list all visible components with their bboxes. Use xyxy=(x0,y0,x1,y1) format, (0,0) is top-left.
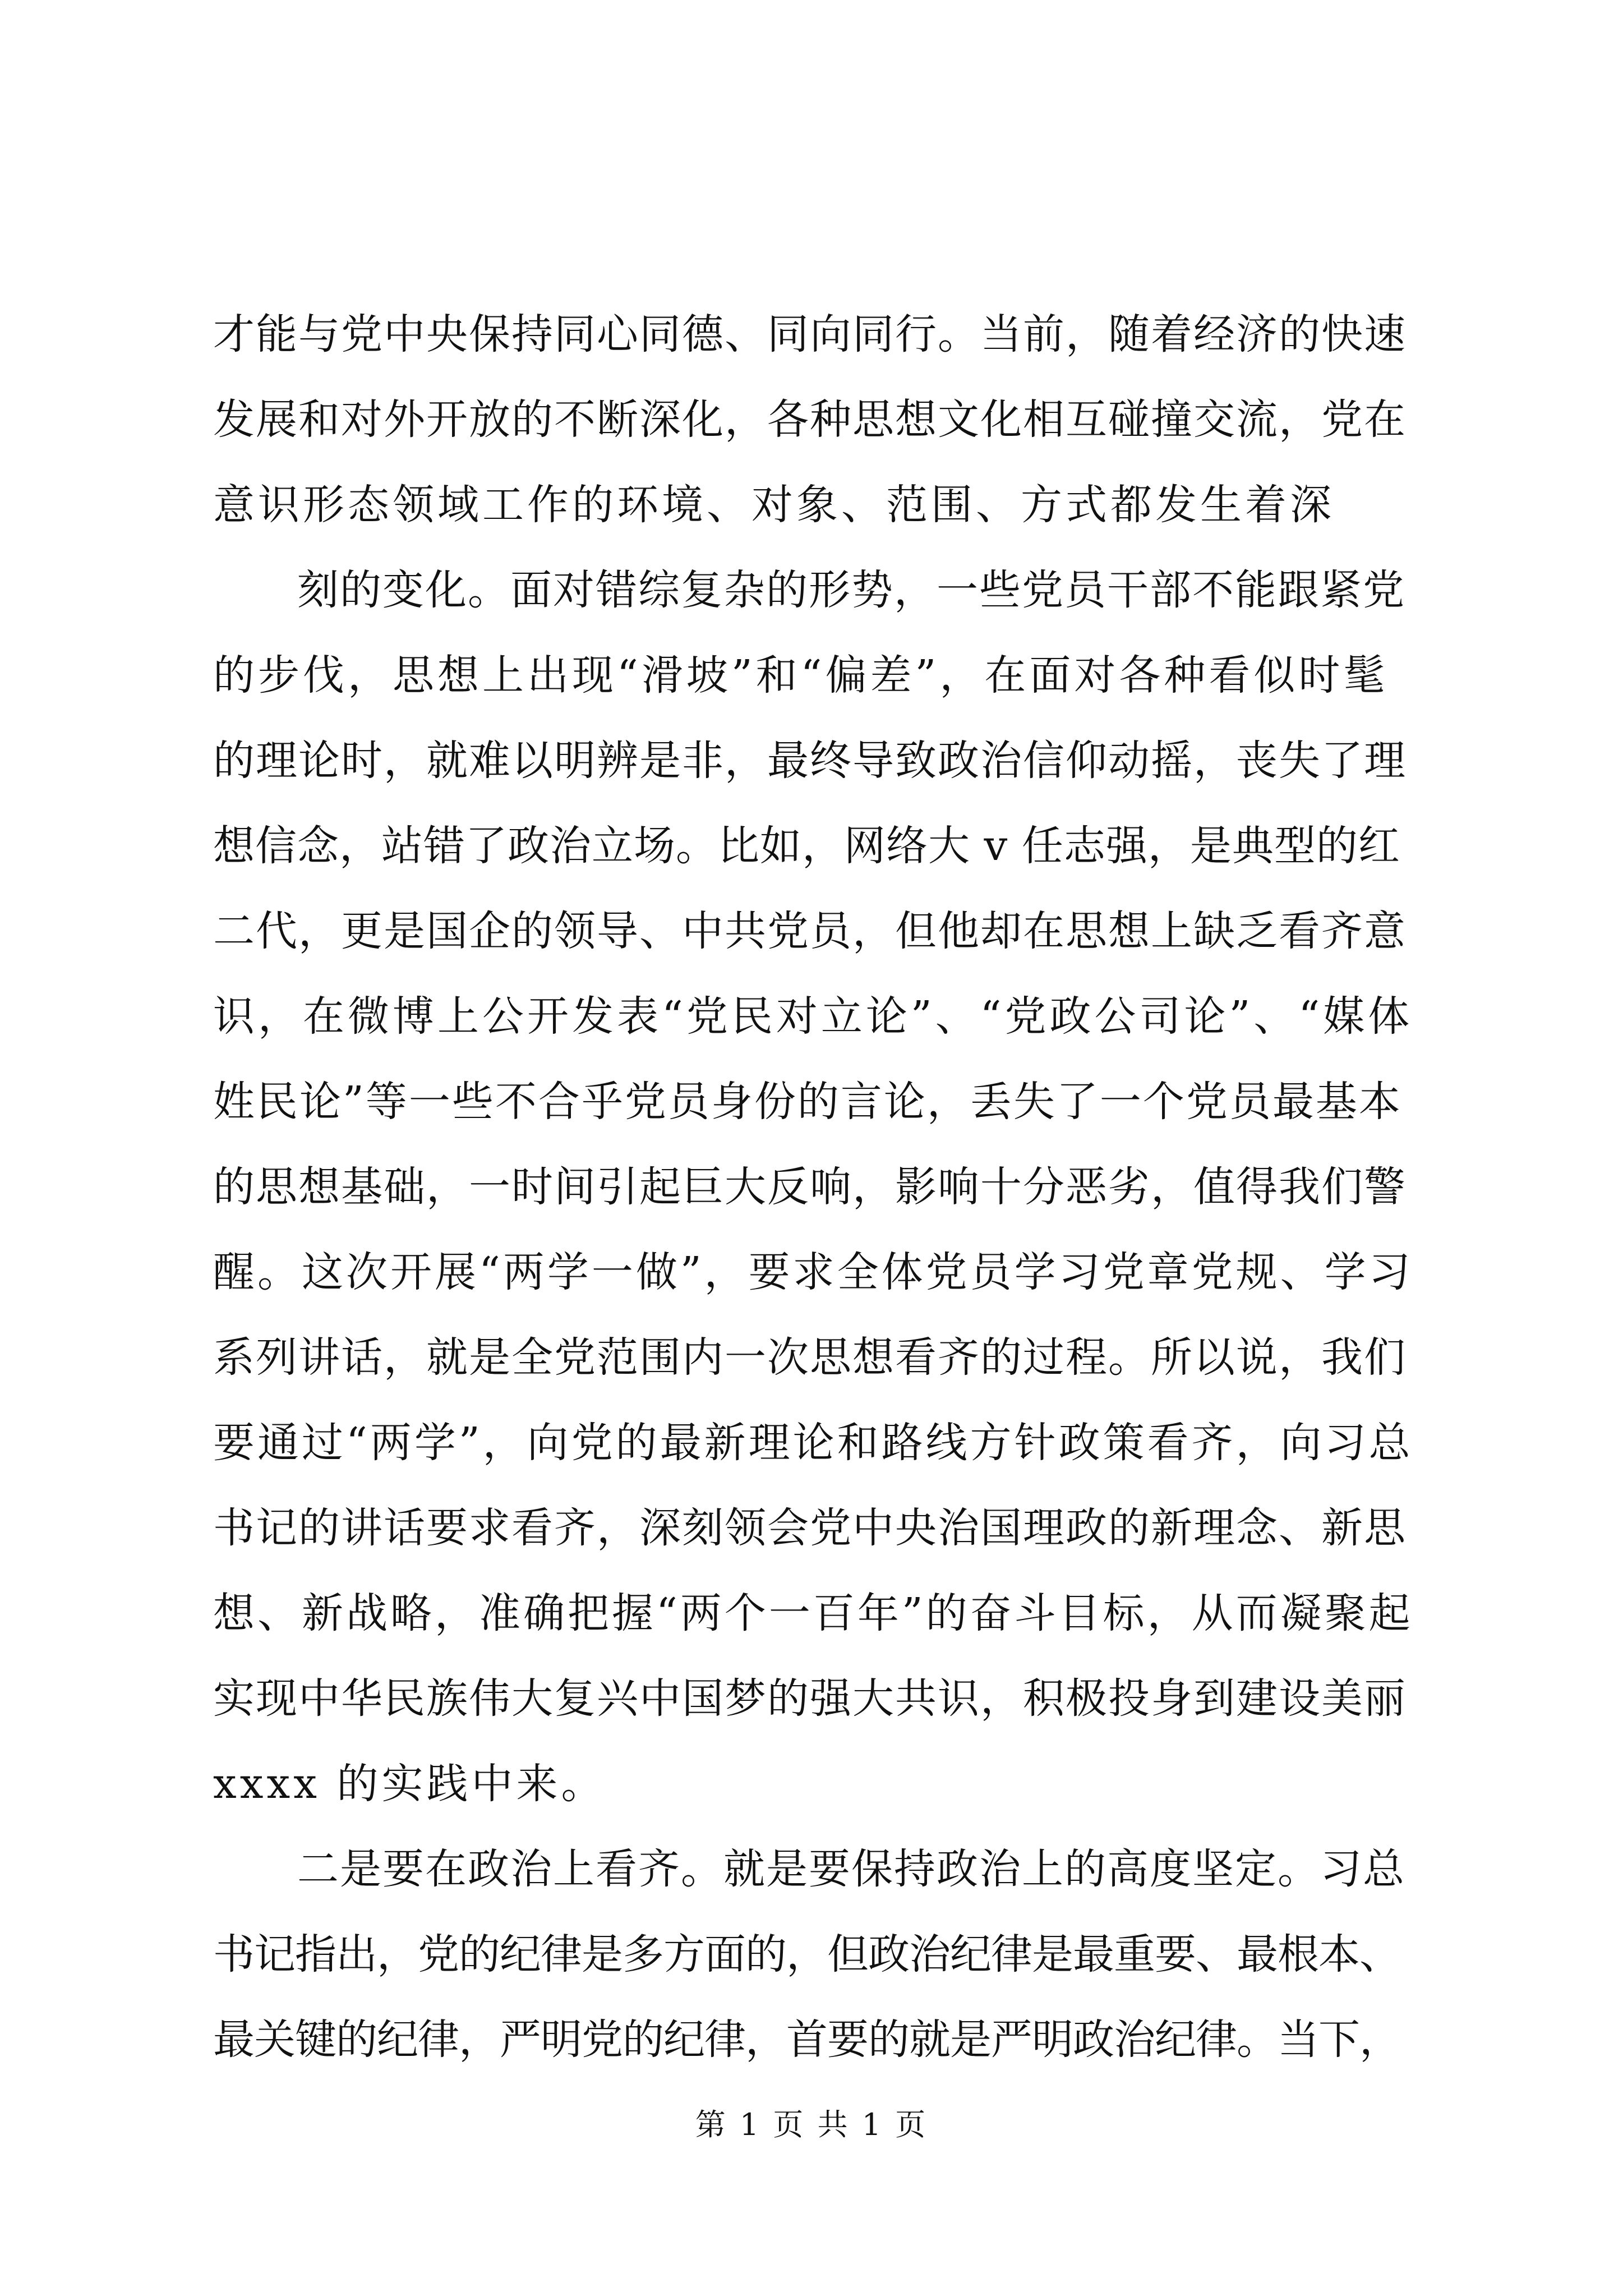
text-line: 的步伐，思想上出现“滑坡”和“偏差”，在面对各种看似时髦 xyxy=(213,651,1389,700)
text-line: 要通过“两学”，向党的最新理论和路线方针政策看齐，向习总 xyxy=(213,1419,1413,1467)
text-line: 姓民论”等一些不合乎党员身份的言论，丢失了一个党员最基本 xyxy=(213,1078,1402,1126)
paragraph-1 xyxy=(213,292,1413,547)
text-line: 实现中华民族伟大复兴中国梦的强大共识，积极投身到建设美丽 xyxy=(213,1674,1407,1723)
paragraph-2 xyxy=(213,547,1413,1826)
text-line: 系列讲话，就是全党范围内一次思想看齐的过程。所以说，我们 xyxy=(213,1333,1407,1382)
document-body xyxy=(213,292,1413,2082)
text-line: 最关键的纪律，严明党的纪律，首要的就是严明政治纪律。当下， xyxy=(213,2016,1400,2064)
paragraph-3 xyxy=(213,1826,1413,2082)
text-line: xxxx 的实践中来。 xyxy=(213,1760,606,1808)
text-line: 的思想基础，一时间引起巨大反响，影响十分恶劣，值得我们警 xyxy=(213,1163,1407,1211)
text-line: 发展和对外开放的不断深化，各种思想文化相互碰撞交流，党在 xyxy=(213,395,1407,444)
text-line: 刻的变化。面对错综复杂的形势，一些党员干部不能跟紧党 xyxy=(297,566,1405,614)
text-line: 书记指出，党的纪律是多方面的，但政治纪律是最重要、最根本、 xyxy=(213,1930,1400,1978)
text-line: 想信念，站错了政治立场。比如，网络大 v 任志强，是典型的红 xyxy=(213,822,1400,870)
text-line: 识，在微博上公开发表“党民对立论”、“党政公司论”、“媒体 xyxy=(213,992,1413,1041)
page-number-footer: 第 1 页 共 1 页 xyxy=(695,2107,928,2142)
text-line: 才能与党中央保持同心同德、同向同行。当前，随着经济的快速 xyxy=(213,310,1407,358)
text-line: 二代，更是国企的领导、中共党员，但他却在思想上缺乏看齐意 xyxy=(213,907,1407,955)
text-line: 醒。这次开展“两学一做”，要求全体党员学习党章党规、学习 xyxy=(213,1248,1413,1296)
text-line: 二是要在政治上看齐。就是要保持政治上的高度坚定。习总 xyxy=(297,1845,1405,1893)
text-line: 的理论时，就难以明辨是非，最终导致政治信仰动摇，丧失了理 xyxy=(213,737,1407,785)
text-line: 意识形态领域工作的环境、对象、范围、方式都发生着深 xyxy=(213,481,1335,529)
text-line: 想、新战略，准确把握“两个一百年”的奋斗目标，从而凝聚起 xyxy=(213,1589,1413,1637)
text-line: 书记的讲话要求看齐，深刻领会党中央治国理政的新理念、新思 xyxy=(213,1504,1407,1552)
